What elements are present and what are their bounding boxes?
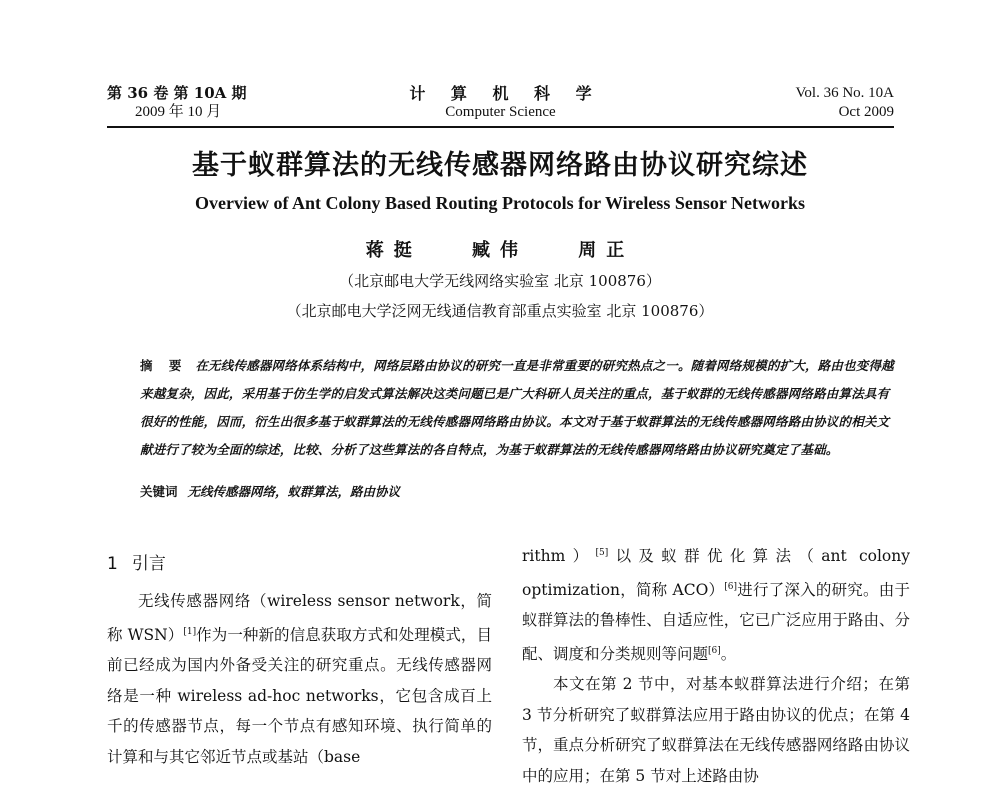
- abstract: [140, 352, 900, 464]
- citation-ref: [1]: [183, 626, 197, 637]
- citation-ref: [6]: [708, 645, 721, 656]
- journal-name-en: Computer Science: [445, 104, 556, 120]
- body-column-left: [107, 550, 492, 772]
- body-paragraph: [107, 586, 492, 772]
- text-run: 。: [720, 644, 737, 663]
- author-list: [0, 236, 1000, 262]
- text-run: 作为一种新的信息获取方式和处理模式，目前已经成为国内外备受关注的研究重点。无线传感器网络是一种 wireless ad-hoc networks，它包含成百上千的传感器节点，每一个节点有感知环境、执行简单的计算和与其它邻近节点或基站（base: [107, 625, 492, 766]
- issue-date-zh: 2009 年 10 月: [135, 104, 222, 120]
- author-name: 蒋挺: [365, 240, 422, 261]
- text-run: rithm）: [522, 547, 596, 566]
- citation-ref: [5]: [595, 548, 609, 558]
- body-paragraph: [522, 538, 910, 669]
- journal-name-zh: 计 算 机 科 学: [409, 84, 602, 103]
- citation-ref: [6]: [724, 581, 738, 592]
- section-heading: [107, 550, 492, 578]
- section-number: 1: [107, 554, 118, 574]
- journal-header: [107, 84, 894, 128]
- abstract-label: 摘 要: [140, 358, 188, 373]
- paper-title-zh: 基于蚁群算法的无线传感器网络路由协议研究综述: [192, 150, 808, 181]
- text-run: 进行了深入的研究。由于蚁群算法的鲁棒性、自适应性，它已广泛应用于路由、分配、调度和分类规则等问题: [522, 580, 910, 663]
- text-run: 以及蚁群优化算法（ant colony optimization，简称 ACO）: [522, 547, 911, 599]
- text-run: 无线传感器网络（wireless sensor network，简称 WSN）: [107, 592, 492, 644]
- section-title: 引言: [131, 554, 166, 574]
- abstract-text: 在无线传感器网络体系结构中，网络层路由协议的研究一直是非常重要的研究热点之一。随着网络规模的扩大，路由也变得越来越复杂，因此，采用基于仿生学的启发式算法解决这类问题已是广大科研人员关注的重点，基于蚁群的无线传感器网络路由算法具有很好的性能，因而，衍生出很多基于蚁群算法的无线传感器网络路由协议。本文对于基于蚁群算法的无线传感器网络路由协议的相关文献进行了较为全面的综述，比较、分析了这些算法的各自特点，为基于蚁群算法的无线传感器网络路由协议研究奠定了基础。: [140, 358, 894, 457]
- header-center: [107, 84, 894, 122]
- keywords-label: 关键词: [140, 484, 178, 499]
- issue-date-en: Oct 2009: [838, 104, 894, 120]
- author-name: 周正: [578, 240, 635, 261]
- paper-title-en: Overview of Ant Colony Based Routing Protocols for Wireless Sensor Networks: [195, 193, 805, 213]
- body-column-right: [522, 538, 910, 791]
- affiliation-2: （北京邮电大学泛网无线通信教育部重点实验室 北京 100876）: [286, 302, 714, 320]
- header-right: [796, 84, 894, 122]
- keywords: [140, 482, 900, 500]
- keywords-text: 无线传感器网络，蚁群算法，路由协议: [187, 484, 401, 499]
- volume-issue-en: Vol. 36 No. 10A: [795, 85, 894, 101]
- affiliation-1: （北京邮电大学无线网络实验室 北京 100876）: [339, 272, 661, 290]
- author-name: 臧伟: [472, 240, 528, 261]
- body-paragraph: 本文在第 2 节中，对基本蚁群算法进行介绍；在第 3 节分析研究了蚁群算法应用于路由协议的优点；在第 4 节，重点分析研究了蚁群算法在无线传感器网络路由协议中的应用；在第 5 节对上述路由协: [522, 675, 910, 785]
- volume-issue: 第 36 卷 第 10A 期: [107, 84, 247, 102]
